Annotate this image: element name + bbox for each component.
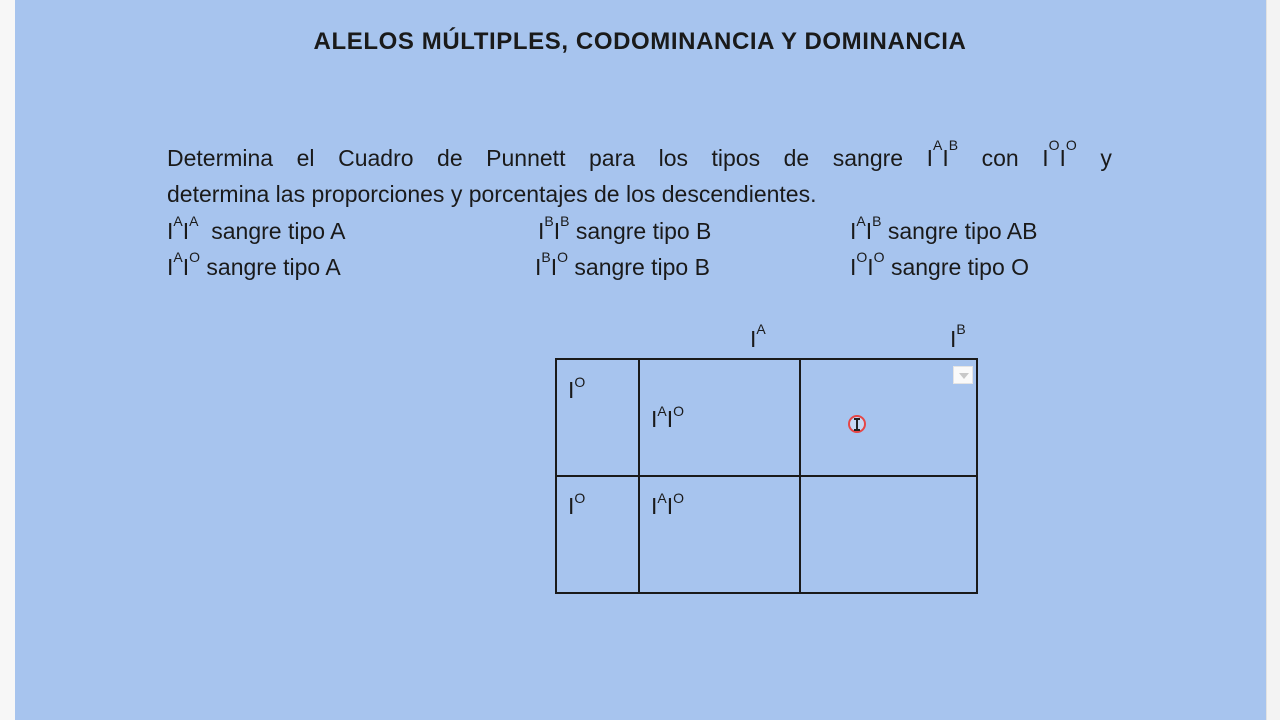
genotype-legend-item: $I^OI^O$ sangre tipo O bbox=[850, 249, 1030, 280]
word: Determina bbox=[167, 145, 274, 171]
punnett-row-header-cell[interactable] bbox=[556, 359, 639, 476]
word: Punnett bbox=[486, 145, 566, 171]
word: sangre bbox=[832, 145, 904, 171]
punnett-cell[interactable] bbox=[639, 476, 800, 593]
punnett-cell[interactable] bbox=[800, 476, 977, 593]
parent-1-genotype: $I^AI^B$ bbox=[926, 137, 959, 171]
word: y bbox=[1100, 145, 1112, 171]
instruction-line-1 bbox=[167, 137, 1112, 176]
instruction-line-2: determina las proporciones y porcentajes de los descendientes. bbox=[167, 181, 817, 207]
punnett-cell-genotype: $I^AI^O$ bbox=[651, 403, 685, 432]
punnett-square bbox=[555, 358, 978, 594]
word: de bbox=[437, 145, 463, 171]
word: los bbox=[658, 145, 688, 171]
genotype-legend-item: $I^AI^O$ sangre tipo A bbox=[167, 249, 341, 280]
word: para bbox=[589, 145, 636, 171]
text-cursor-icon bbox=[856, 418, 858, 431]
window-left-edge bbox=[0, 0, 15, 720]
punnett-cell[interactable] bbox=[639, 359, 800, 476]
punnett-row-header: $I^O$ bbox=[568, 490, 586, 519]
genotype-legend-item: $I^BI^B$ sangre tipo B bbox=[538, 213, 712, 244]
genotype-legend-item: $I^AI^A$ sangre tipo A bbox=[167, 213, 346, 244]
word: Cuadro bbox=[338, 145, 414, 171]
punnett-cell-genotype: $I^AI^O$ bbox=[651, 490, 685, 519]
genotype-legend-item: $I^AI^B$ sangre tipo AB bbox=[850, 213, 1038, 244]
punnett-column-header: $I^A$ bbox=[750, 321, 766, 352]
punnett-column-header: $I^B$ bbox=[950, 321, 966, 352]
parent-2-genotype: $I^OI^O$ bbox=[1042, 137, 1077, 171]
punnett-row-header-cell[interactable] bbox=[556, 476, 639, 593]
genotype-legend-item: $I^BI^O$ sangre tipo B bbox=[535, 249, 710, 280]
cell-dropdown-icon[interactable] bbox=[953, 366, 973, 384]
slide-title: ALELOS MÚLTIPLES, CODOMINANCIA Y DOMINANCIA bbox=[313, 28, 967, 55]
word: con bbox=[981, 145, 1019, 171]
word: el bbox=[296, 145, 315, 171]
punnett-row-header: $I^O$ bbox=[568, 374, 586, 403]
vertical-scrollbar[interactable] bbox=[1266, 0, 1280, 720]
word: tipos bbox=[711, 145, 761, 171]
punnett-cell-active[interactable] bbox=[800, 359, 977, 476]
word: de bbox=[783, 145, 810, 171]
